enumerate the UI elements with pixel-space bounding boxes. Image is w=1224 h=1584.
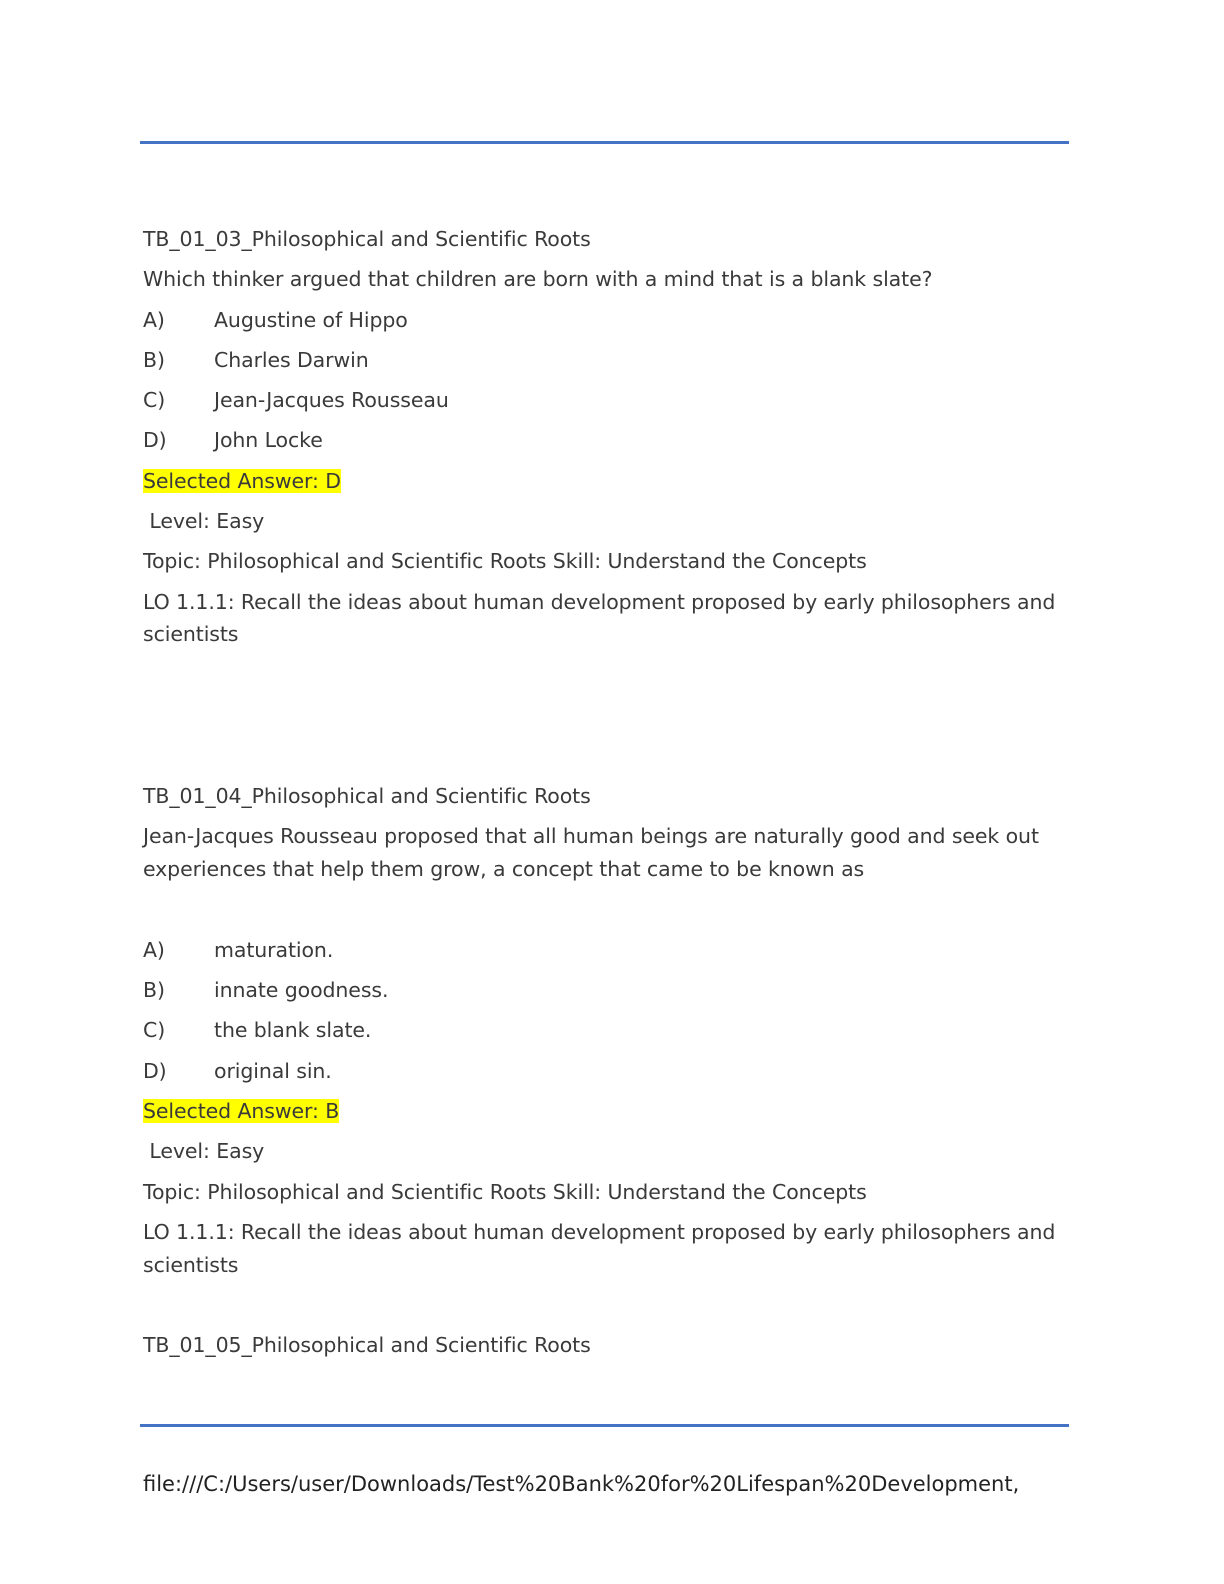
option-letter: C) xyxy=(143,1018,166,1042)
option-text: the blank slate. xyxy=(214,1018,372,1042)
level-label: Level: Easy xyxy=(143,509,265,533)
learning-objective-continued: scientists xyxy=(143,1253,239,1277)
selected-answer-highlight: Selected Answer: B xyxy=(143,1099,340,1123)
question-id: TB_01_03_Philosophical and Scientific Roots xyxy=(143,227,591,251)
option-text: maturation. xyxy=(214,938,334,962)
answer-option xyxy=(143,1014,371,1046)
level-label: Level: Easy xyxy=(143,1139,265,1163)
file-path-footer: file:///C:/Users/user/Downloads/Test%20Bank%20for%20Lifespan%20Development, xyxy=(143,1472,1020,1496)
option-text: original sin. xyxy=(214,1059,332,1083)
footer-rule xyxy=(140,1424,1069,1427)
option-letter: D) xyxy=(143,428,167,452)
selected-answer xyxy=(143,1095,339,1127)
learning-objective-continued: scientists xyxy=(143,622,239,646)
question-id: TB_01_05_Philosophical and Scientific Roots xyxy=(143,1333,591,1357)
option-text: Jean-Jacques Rousseau xyxy=(214,388,449,412)
option-letter: B) xyxy=(143,348,165,372)
selected-answer xyxy=(143,465,341,497)
header-rule xyxy=(140,141,1069,144)
option-letter: A) xyxy=(143,308,165,332)
topic-label: Topic: Philosophical and Scientific Roots Skill: Understand the Concepts xyxy=(143,549,867,573)
answer-option xyxy=(143,384,449,416)
question-stem-continued: experiences that help them grow, a concept that came to be known as xyxy=(143,857,865,881)
selected-answer-highlight: Selected Answer: D xyxy=(143,469,341,493)
option-text: Charles Darwin xyxy=(214,348,369,372)
answer-option xyxy=(143,304,408,336)
option-text: John Locke xyxy=(214,428,323,452)
learning-objective: LO 1.1.1: Recall the ideas about human development proposed by early philosophers and xyxy=(143,590,1056,614)
question-stem: Which thinker argued that children are born with a mind that is a blank slate? xyxy=(143,267,933,291)
answer-option xyxy=(143,974,388,1006)
option-text: innate goodness. xyxy=(214,978,389,1002)
question-stem: Jean-Jacques Rousseau proposed that all human beings are naturally good and seek out xyxy=(143,824,1039,848)
option-text: Augustine of Hippo xyxy=(214,308,408,332)
answer-option xyxy=(143,344,369,376)
option-letter: C) xyxy=(143,388,166,412)
question-id: TB_01_04_Philosophical and Scientific Roots xyxy=(143,784,591,808)
option-letter: B) xyxy=(143,978,165,1002)
answer-option xyxy=(143,424,323,456)
topic-label: Topic: Philosophical and Scientific Roots Skill: Understand the Concepts xyxy=(143,1180,867,1204)
answer-option xyxy=(143,1055,332,1087)
option-letter: A) xyxy=(143,938,165,962)
learning-objective: LO 1.1.1: Recall the ideas about human development proposed by early philosophers and xyxy=(143,1220,1056,1244)
answer-option xyxy=(143,934,333,966)
option-letter: D) xyxy=(143,1059,167,1083)
